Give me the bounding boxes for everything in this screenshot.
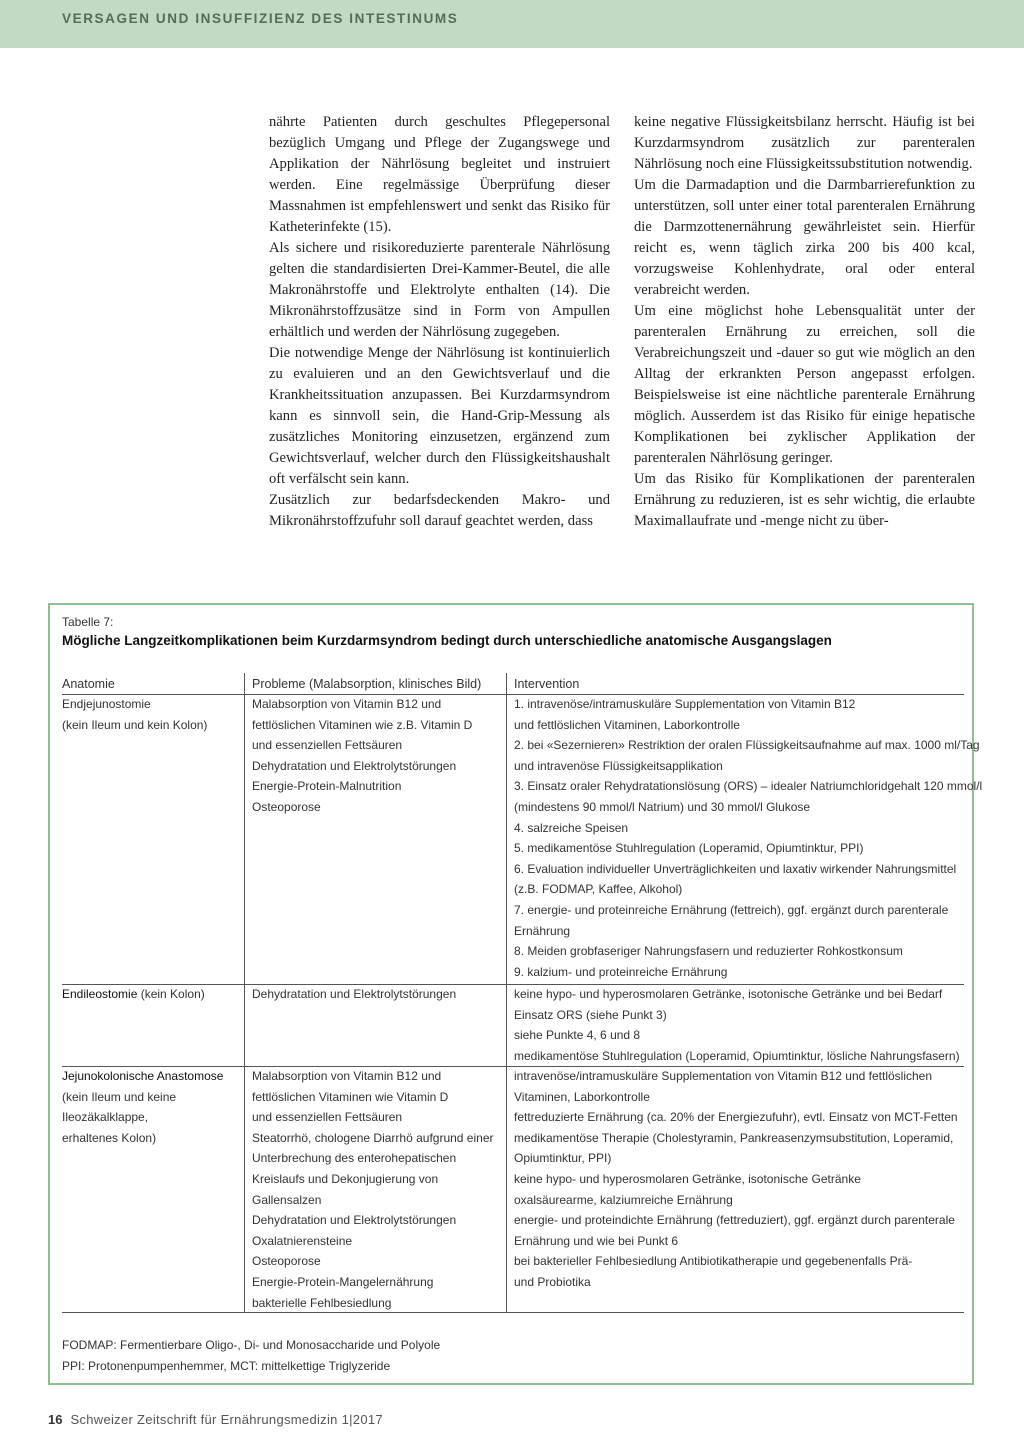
table-row-endjejunostomie-anatomie: [62, 694, 207, 735]
paragraph: keine negative Flüssigkeitsbilanz herrscht. Häufig ist bei Kurzdarmsyndrom zusätzlich zur parenteralen Nährlösung noch eine Flüssigkeitssubstitution notwendig.: [634, 114, 975, 172]
page-footer: [48, 1412, 383, 1427]
cell-line: Energie-Protein-Malnutrition: [252, 779, 402, 794]
cell-line: und essenziellen Fettsäuren: [252, 1110, 403, 1125]
cell-line: siehe Punkte 4, 6 und 8: [514, 1028, 641, 1043]
journal-name: Schweizer Zeitschrift für Ernährungsmedizin 1|2017: [70, 1412, 383, 1427]
cell-line: (z.B. FODMAP, Kaffee, Alkohol): [514, 882, 683, 897]
cell-line: Energie-Protein-Mangelernährung: [252, 1274, 434, 1289]
cell-line: Osteoporose: [252, 799, 321, 814]
cell-line: medikamentöse Therapie (Cholestyramin, Pankreasenzymsubstitution, Loperamid,: [514, 1130, 954, 1145]
cell-line: (kein Ileum und keine: [62, 1089, 177, 1104]
table-box: [48, 603, 983, 1385]
table-row-endjejunostomie-intervention: [514, 694, 982, 982]
cell-line: Steatorrhö, chologene Diarrhö aufgrund einer: [252, 1130, 494, 1145]
column-header-probleme: Probleme (Malabsorption, klinisches Bild): [252, 677, 482, 691]
table-row-endileostomie-anatomie: [62, 984, 205, 1005]
cell-line: 7. energie- und proteinreiche Ernährung (fettreich), ggf. ergänzt durch parenterale: [514, 902, 949, 917]
cell-line: und fettlöslichen Vitaminen, Laborkontrolle: [514, 717, 740, 732]
cell-line: (mindestens 90 mmol/l Natrium) und 30 mmol/l Glukose: [514, 799, 811, 814]
cell-line: 3. Einsatz oraler Rehydratationslösung (ORS) – idealer Natriumchloridgehalt 120 mmol/l: [514, 779, 983, 794]
cell-line: Endjejunostomie: [62, 697, 151, 711]
anatomy-name: Endileostomie: [62, 987, 138, 1001]
paragraph: Um das Risiko für Komplikationen der parenteralen Ernährung zu reduzieren, ist es sehr wichtig, die erlaubte Maximallaufrate und -menge nicht zu über-: [634, 471, 975, 529]
paragraph: Um eine möglichst hohe Lebensqualität unter der parenteralen Ernährung zu erreichen, soll die Verabreichungszeit und -dauer so gut wie möglich an den Alltag der erkrankten Person angepasst erfolgen. Beispielsweise ist eine nächtliche parenterale Ernährung möglich. Ausserdem ist das Risiko für einige hepatische Komplikationen bei zyklischer Applikation der parenteralen Nährlösung geringer.: [634, 303, 975, 466]
column-header-intervention: Intervention: [514, 677, 580, 691]
cell-line: Dehydratation und Elektrolytstörungen: [252, 758, 457, 773]
cell-line: und intravenöse Flüssigkeitsapplikation: [514, 758, 723, 773]
cell-line: keine hypo- und hyperosmolaren Getränke, isotonische Getränke und bei Bedarf: [514, 987, 943, 1001]
cell-line: 9. kalzium- und proteinreiche Ernährung: [514, 964, 728, 979]
cell-line: Dehydratation und Elektrolytstörungen: [252, 1213, 457, 1228]
paragraph: Um die Darmadaption und die Darmbarrierefunktion zu unterstützen, soll unter einer total parenteralen Ernährung die Darmzottenernährung gewährleistet sein. Hierfür reicht es, wenn täglich zirka 200 bis 400 kcal, vorzugsweise Kohlenhydrate, oral oder enteral verabreicht werden.: [634, 177, 975, 298]
table-row-jejunokolonisch-probleme: [252, 1066, 494, 1313]
anatomy-note: (kein Kolon): [137, 987, 205, 1001]
paragraph: Als sichere und risikoreduzierte parenterale Nährlösung gelten die standardisierten Drei-Kammer-Beutel, die alle Makronährstoffe und Elektrolyte enthalten (14). Die Mikronährstoffzusätze sind in Form von Ampullen erhältlich und werden der Nährlösung zugegeben.: [269, 240, 610, 340]
cell-line: Dehydratation und Elektrolytstörungen: [252, 987, 457, 1001]
cell-line: energie- und proteindichte Ernährung (fettreduziert), ggf. ergänzt durch parenterale: [514, 1213, 955, 1228]
cell-line: Vitaminen, Laborkontrolle: [514, 1089, 650, 1104]
table-row-endileostomie-intervention: [514, 984, 960, 1066]
cell-line: fettlöslichen Vitaminen wie z.B. Vitamin D: [252, 717, 473, 732]
cell-line: 5. medikamentöse Stuhlregulation (Loperamid, Opiumtinktur, PPI): [514, 841, 864, 856]
table-title: Mögliche Langzeitkomplikationen beim Kurzdarmsyndrom bedingt durch unterschiedliche anatomische Ausgangslagen: [62, 633, 832, 648]
footnote: PPI: Protonenpumpenhemmer, MCT: mittelkettige Triglyzeride: [62, 1359, 391, 1373]
cell-line: (kein Ileum und kein Kolon): [62, 717, 208, 732]
paragraph: Die notwendige Menge der Nährlösung ist kontinuierlich zu evaluieren und an den Gewichtsverlauf und die Krankheitssituation anzupassen. Bei Kurzdarmsyndrom kann es sinnvoll sein, die Hand-Grip-Messung als zusätzliches Monitoring einzusetzen, ergänzend zum Gewichtsverlauf, welcher durch den Flüssigkeitshaushalt oft verfälscht sein kann.: [269, 345, 610, 487]
cell-line: fettreduzierte Ernährung (ca. 20% der Energiezufuhr), evtl. Einsatz von MCT-Fetten: [514, 1110, 958, 1125]
cell-line: und Probiotika: [514, 1274, 591, 1289]
cell-line: oxalsäurearme, kalziumreiche Ernährung: [514, 1192, 733, 1207]
cell-line: Kreislaufs und Dekonjugierung von: [252, 1171, 439, 1186]
cell-line: Einsatz ORS (siehe Punkt 3): [514, 1007, 667, 1022]
table-footnotes: [62, 1335, 440, 1377]
cell-line: Opiumtinktur, PPI): [514, 1151, 612, 1166]
text-column-left: [269, 112, 610, 532]
cell-line: intravenöse/intramuskuläre Supplementation von Vitamin B12 und fettlöslichen: [514, 1069, 933, 1083]
cell-line: medikamentöse Stuhlregulation (Loperamid, Opiumtinktur, lösliche Nahrungsfasern): [514, 1048, 960, 1063]
cell-line: 8. Meiden grobfaseriger Nahrungsfasern und reduzierter Rohkostkonsum: [514, 944, 903, 959]
cell-line: Ernährung und wie bei Punkt 6: [514, 1233, 679, 1248]
cell-line: Unterbrechung des enterohepatischen: [252, 1151, 457, 1166]
cell-line: 4. salzreiche Speisen: [514, 820, 629, 835]
column-header-anatomie: Anatomie: [62, 677, 115, 691]
running-header: VERSAGEN UND INSUFFIZIENZ DES INTESTINUMS: [62, 11, 459, 26]
table-row-endjejunostomie-probleme: [252, 694, 472, 818]
table-row-jejunokolonisch-anatomie: [62, 1066, 223, 1148]
cell-line: und essenziellen Fettsäuren: [252, 738, 403, 753]
cell-line: Osteoporose: [252, 1254, 321, 1269]
cell-line: keine hypo- und hyperosmolaren Getränke, isotonische Getränke: [514, 1171, 861, 1186]
cell-line: Malabsorption von Vitamin B12 und: [252, 697, 442, 711]
column-divider: [506, 673, 507, 1312]
table-row-jejunokolonisch-intervention: [514, 1066, 958, 1293]
cell-line: 6. Evaluation individueller Unverträglichkeiten und laxativ wirkender Nahrungsmittel: [514, 861, 957, 876]
cell-line: fettlöslichen Vitaminen wie Vitamin D: [252, 1089, 449, 1104]
table-row-endileostomie-probleme: [252, 984, 456, 1005]
cell-line: Malabsorption von Vitamin B12 und: [252, 1069, 442, 1083]
page-number: 16: [48, 1412, 63, 1427]
paragraph: nährte Patienten durch geschultes Pflegepersonal bezüglich Umgang und Pflege der Zugangswege und Applikation der Nährlösung begleitet und instruiert werden. Eine regelmässige Überprüfung dieser Massnahmen ist empfehlenswert und senkt das Risiko für Katheterinfekte (15).: [269, 114, 610, 235]
table-bottom-rule: [62, 1312, 964, 1313]
paragraph: Zusätzlich zur bedarfsdeckenden Makro- und Mikronährstoffzufuhr soll darauf geachtet werden, dass: [269, 492, 610, 529]
table-caption: Tabelle 7:: [62, 615, 114, 629]
column-divider: [244, 673, 245, 1312]
cell-line: bakterielle Fehlbesiedlung: [252, 1295, 392, 1310]
cell-line: Ernährung: [514, 923, 571, 938]
cell-line: erhaltenes Kolon): [62, 1130, 157, 1145]
text-column-right: [634, 112, 975, 532]
cell-line: Jejunokolonische Anastomose: [62, 1069, 224, 1083]
cell-line: Ileozäkalklappe,: [62, 1110, 149, 1125]
cell-line: bei bakterieller Fehlbesiedlung Antibiotikatherapie und gegebenenfalls Prä-: [514, 1254, 913, 1269]
cell-line: 1. intravenöse/intramuskuläre Supplementation von Vitamin B12: [514, 697, 856, 711]
cell-line: Gallensalzen: [252, 1192, 322, 1207]
footnote: FODMAP: Fermentierbare Oligo-, Di- und Monosaccharide und Polyole: [62, 1338, 441, 1352]
cell-line: 2. bei «Sezernieren» Restriktion der oralen Flüssigkeitsaufnahme auf max. 1000 ml/Tag: [514, 738, 980, 753]
cell-line: Oxalatnierensteine: [252, 1233, 353, 1248]
header-band: [0, 0, 1024, 48]
